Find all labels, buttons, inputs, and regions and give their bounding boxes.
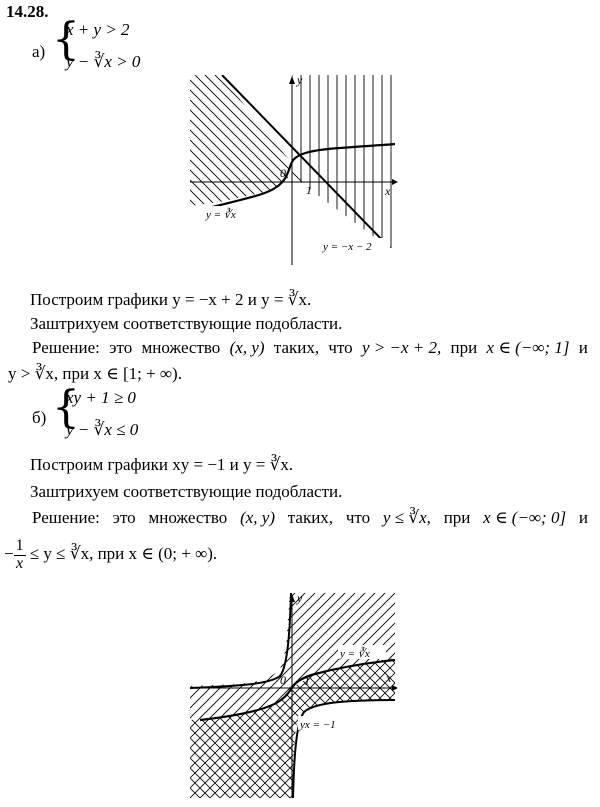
- part-b-brace: {: [52, 382, 80, 433]
- part-b-label: б): [32, 408, 47, 427]
- origin-label-b: 0: [280, 673, 286, 687]
- x-axis-label-a: x: [385, 184, 391, 198]
- part-b-solution-line-1: Решение: это множество (x, y) таких, что y ≤ ∛x, при x ∈ (−∞; 0] и: [32, 508, 588, 527]
- part-b-text-2: Заштрихуем соответствующие подобласти.: [30, 482, 343, 501]
- curve-label-a: y = ∛x: [206, 209, 236, 221]
- hyperbola-label-b: yx = −1: [300, 719, 336, 731]
- y-axis-label-b: y: [297, 591, 303, 605]
- fraction-one-over-x: $\frac{1}{x}$: [15, 537, 24, 572]
- graph-a: [180, 70, 410, 270]
- part-a-brace: {: [52, 14, 80, 65]
- part-b-solution-line-2: − $\frac{1}{x}$ ≤ y ≤ ∛x, при x ∈ (0; + ∞).: [4, 537, 218, 572]
- part-b-text-1: Построим графики xy = −1 и y = ∛x.: [30, 455, 294, 474]
- part-a-solution-line-2: y > ∛x, при x ∈ [1; + ∞).: [8, 364, 182, 383]
- part-a-solution-line-1: Решение: это множество (x, y) таких, что y > −x + 2, при x ∈ (−∞; 1] и: [32, 338, 588, 357]
- region-b-left-upper: [190, 593, 292, 720]
- region-a-left-lower: [190, 155, 290, 206]
- part-a-inequality-1: x + y > 2: [66, 20, 130, 39]
- curve-label-b: y = ∛x: [340, 648, 370, 660]
- part-a-text-1: Построим графики y = −x + 2 и y = ∛x.: [30, 290, 312, 309]
- part-b-inequality-1: xy + 1 ≥ 0: [66, 388, 136, 407]
- problem-number: 14.28.: [6, 2, 49, 21]
- tick-one-label-b: 1: [304, 674, 310, 688]
- graph-b: [180, 588, 410, 802]
- origin-label-a: 0: [280, 166, 286, 180]
- part-a-label: а): [32, 42, 46, 61]
- x-axis-label-b: x: [386, 671, 392, 685]
- line-label-a: y = −x − 2: [323, 241, 372, 253]
- part-b-inequality-2: y − ∛x ≤ 0: [66, 420, 139, 439]
- y-axis-label-a: y: [297, 73, 303, 87]
- part-a-text-2: Заштрихуем соответствующие подобласти.: [30, 314, 343, 333]
- tick-one-label-a: 1: [306, 183, 312, 197]
- hyperbola-right: [293, 700, 395, 798]
- part-a-inequality-2: y − ∛x > 0: [66, 52, 141, 71]
